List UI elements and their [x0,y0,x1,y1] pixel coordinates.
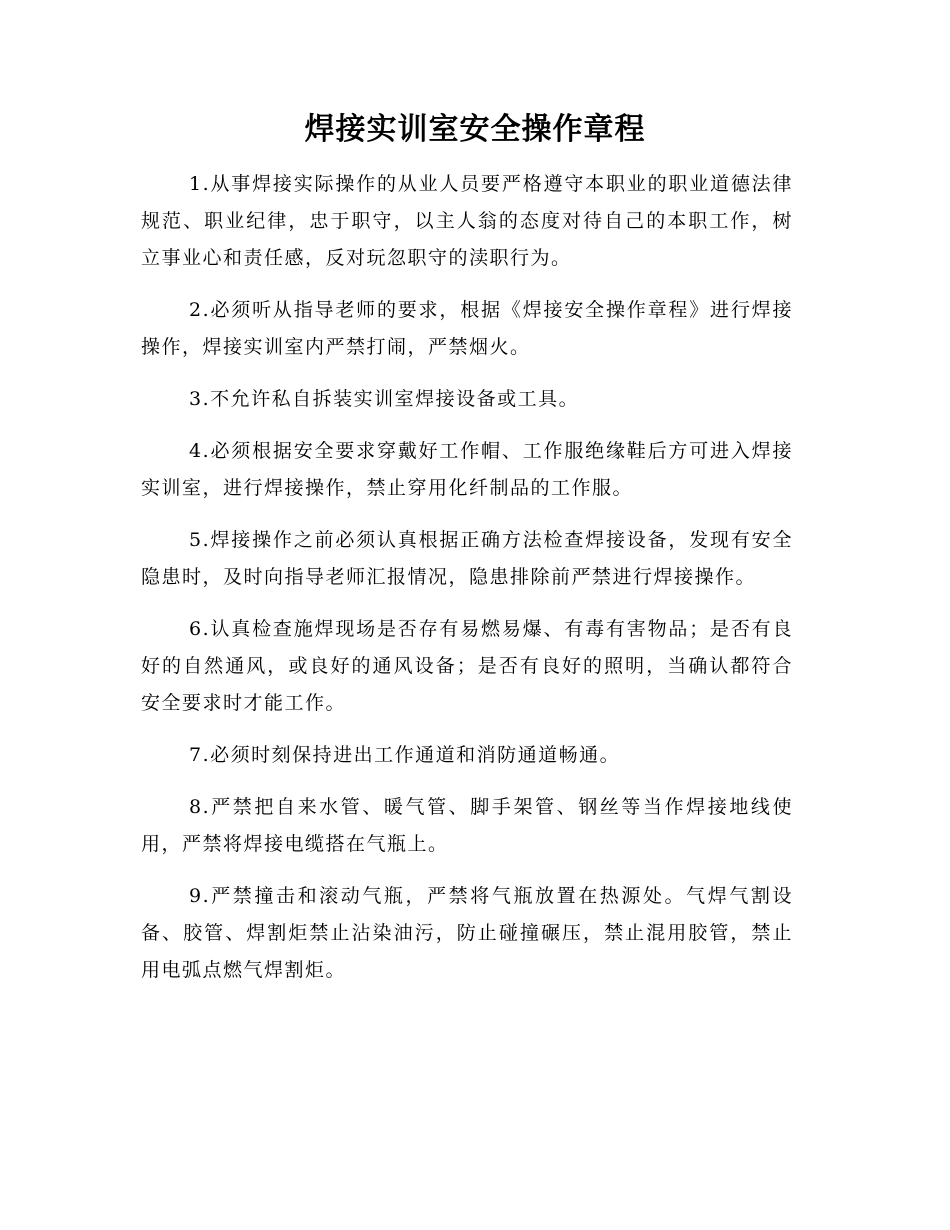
rule-paragraph-6: 6.认真检查施焊现场是否存有易燃易爆、有毒有害物品；是否有良好的自然通风，或良好的通风设备；是否有良好的照明，当确认都符合安全要求时才能工作。 [141,618,793,714]
rule-paragraph-7: 7.必须时刻保持进出工作通道和消防通道畅通。 [189,744,621,766]
rule-paragraph-3: 3.不允许私自拆装实训室焊接设备或工具。 [189,388,580,410]
document-title: 焊接实训室安全操作章程 [304,112,646,147]
rule-paragraph-2: 2.必须听从指导老师的要求，根据《焊接安全操作章程》进行焊接操作，焊接实训室内严禁打闹，严禁烟火。 [141,299,793,358]
document-body [141,166,793,1004]
rule-paragraph-9: 9.严禁撞击和滚动气瓶，严禁将气瓶放置在热源处。气焊气割设备、胶管、焊割炬禁止沾染油污，防止碰撞碾压，禁止混用胶管，禁止用电弧点燃气焊割炬。 [141,885,793,981]
rule-paragraph-8: 8.严禁把自来水管、暖气管、脚手架管、钢丝等当作焊接地线使用，严禁将焊接电缆搭在气瓶上。 [141,796,793,855]
rule-paragraph-5: 5.焊接操作之前必须认真根据正确方法检查焊接设备，发现有安全隐患时，及时向指导老师汇报情况，隐患排除前严禁进行焊接操作。 [141,529,793,588]
rule-paragraph-1: 1.从事焊接实际操作的从业人员要严格遵守本职业的职业道德法律规范、职业纪律，忠于职守，以主人翁的态度对待自己的本职工作，树立事业心和责任感，反对玩忽职守的渎职行为。 [141,173,793,269]
rule-paragraph-4: 4.必须根据安全要求穿戴好工作帽、工作服绝缘鞋后方可进入焊接实训室，进行焊接操作，禁止穿用化纤制品的工作服。 [141,440,793,499]
